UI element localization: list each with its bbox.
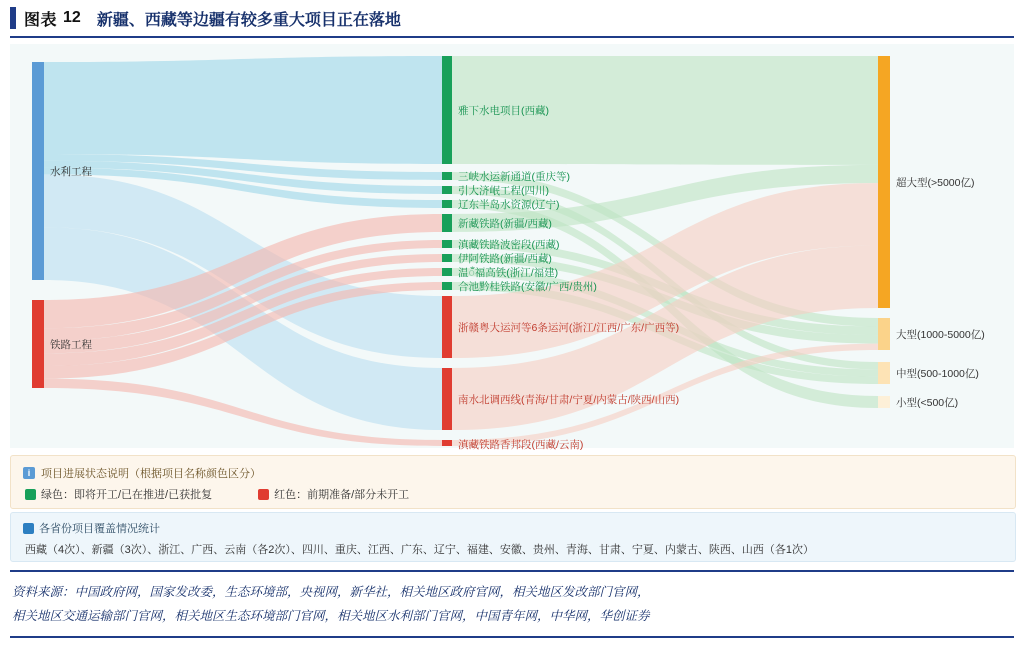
sankey-node-label: 浙赣粤大运河等6条运河(浙江/江西/广东/广西等) <box>458 322 680 334</box>
green-swatch-icon <box>25 489 36 500</box>
info-icon: i <box>23 467 35 479</box>
page-title: 新疆、西藏等边疆有较多重大项目正在落地 <box>96 11 401 29</box>
sankey-link <box>44 56 442 164</box>
sankey-node[interactable] <box>442 200 452 208</box>
sankey-node-label: 中型(500-1000亿) <box>896 368 979 380</box>
sankey-node-label: 三峡水运新通道(重庆等) <box>458 171 570 183</box>
sankey-node[interactable] <box>442 368 452 430</box>
source-line-1: 资料来源：中国政府网，国家发改委，生态环境部，央视网，新华社，相关地区政府官网，相关地区发改部门官网， <box>12 585 650 599</box>
province-line: 西藏（4次）、新疆（3次）、浙江、广西、云南（各2次）、四川、重庆、江西、广东、辽宁、福建、安徽、贵州、青海、甘肃、宁夏、内蒙古、陕西、山西（各1次） <box>25 544 814 556</box>
sankey-node[interactable] <box>442 56 452 164</box>
legend-green-label: 绿色：即将开工/已在推进/已获批复 <box>41 489 213 501</box>
sankey-node[interactable] <box>442 282 452 290</box>
sankey-node-label: 温ँ福高铁(浙江/福建) <box>458 267 559 279</box>
sankey-chart <box>10 44 1014 451</box>
sankey-node-label: 水利工程 <box>50 166 92 178</box>
sankey-node-label: 合池黔桂铁路(安徽/广西/贵州) <box>458 281 597 293</box>
sankey-node-label: 滇藏铁路波密段(西藏) <box>458 239 560 251</box>
legend-title-row <box>23 465 261 481</box>
sankey-node-label: 铁路工程 <box>50 339 92 351</box>
sankey-node-label: 伊阿铁路(新疆/西藏) <box>458 253 552 265</box>
sankey-node-label: 大型(1000-5000亿) <box>896 329 985 341</box>
sankey-node[interactable] <box>878 56 890 308</box>
province-stats <box>10 512 1016 562</box>
header-tag: 图表 <box>24 11 58 29</box>
divider-top <box>10 36 1014 38</box>
sankey-node-label: 新藏铁路(新疆/西藏) <box>458 218 552 230</box>
sankey-node[interactable] <box>442 172 452 180</box>
sankey-node-label: 辽东半岛水资源(辽宁) <box>458 199 560 211</box>
source-note <box>12 580 1012 628</box>
divider-foot <box>10 636 1014 638</box>
sankey-node[interactable] <box>32 300 44 388</box>
sankey-node[interactable] <box>878 362 890 384</box>
legend-items-row <box>25 486 409 502</box>
chart-header <box>0 0 1024 36</box>
red-swatch-icon <box>258 489 269 500</box>
status-legend <box>10 455 1016 509</box>
header-number: 12 <box>63 9 81 26</box>
sankey-node-label: 滇藏铁路香邦段(西藏/云南) <box>458 439 584 451</box>
sankey-node[interactable] <box>442 268 452 276</box>
legend-title: 项目进展状态说明（根据项目名称颜色区分） <box>41 468 261 480</box>
province-swatch-icon <box>23 523 34 534</box>
source-line-2: 相关地区交通运输部门官网，相关地区生态环境部门官网，相关地区水利部门官网，中国青年网，中华网，华创证券 <box>12 609 650 623</box>
sankey-node-label: 南水北调西线(青海/甘肃/宁夏/内蒙古/陕西/山西) <box>458 394 680 406</box>
province-title: 各省份项目覆盖情况统计 <box>39 523 160 535</box>
sankey-node[interactable] <box>878 318 890 350</box>
sankey-node[interactable] <box>442 214 452 232</box>
sankey-node-label: 雅下水电项目(西藏) <box>458 105 549 117</box>
sankey-node[interactable] <box>442 296 452 358</box>
sankey-node[interactable] <box>442 254 452 262</box>
legend-red-label: 红色：前期准备/部分未开工 <box>274 489 410 501</box>
header-accent-bar <box>10 7 16 29</box>
sankey-node[interactable] <box>32 62 44 280</box>
sankey-node-label: 引大济岷工程(四川) <box>458 185 549 197</box>
sankey-node[interactable] <box>442 240 452 248</box>
divider-bottom <box>10 570 1014 572</box>
sankey-node[interactable] <box>442 440 452 446</box>
sankey-node[interactable] <box>878 396 890 408</box>
sankey-node[interactable] <box>442 186 452 194</box>
province-title-row <box>23 520 160 536</box>
sankey-node-label: 超大型(>5000亿) <box>896 177 975 189</box>
sankey-node-label: 小型(<500亿) <box>896 397 959 409</box>
